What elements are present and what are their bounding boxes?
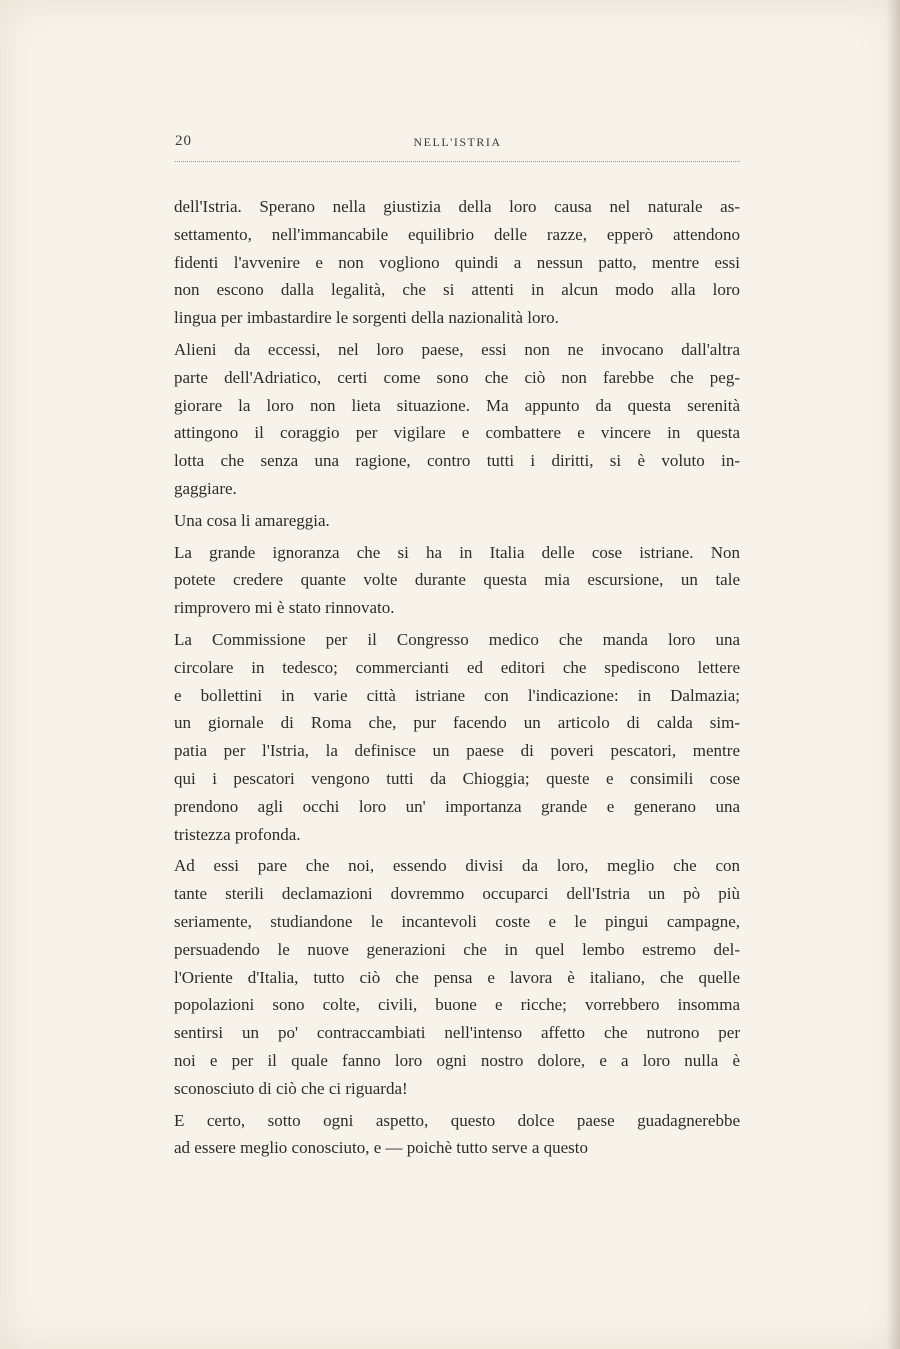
text-line: lotta che senza una ragione, contro tutti i diritti, si è voluto in- <box>174 451 740 471</box>
text-line: dell'Istria. Sperano nella giustizia della loro causa nel naturale as- <box>174 197 740 216</box>
text-line: ad essere meglio conosciuto, e — poichè tutto serve a questo <box>174 1138 589 1158</box>
text-line: patia per l'Istria, la definisce un paese di poveri pescatori, mentre <box>174 741 740 761</box>
paragraph <box>174 852 740 1102</box>
header-rule <box>175 161 740 162</box>
text-line: gaggiare. <box>174 478 237 498</box>
paragraph <box>174 193 740 332</box>
paragraph <box>174 539 740 622</box>
text-line: circolare in tedesco; commercianti ed editori che spediscono lettere <box>174 657 740 677</box>
text-line: parte dell'Adriatico, certi come sono che ciò non farebbe che peg- <box>174 367 740 387</box>
text-line: lingua per imbastardire le sorgenti della nazionalità loro. <box>174 308 559 328</box>
text-line: fidenti l'avvenire e non vogliono quindi a nessun patto, mentre essi <box>174 252 740 272</box>
text-line: potete credere quante volte durante questa mia escursione, un tale <box>174 570 740 590</box>
text-line: persuadendo le nuove generazioni che in quel lembo estremo del- <box>174 939 740 959</box>
text-line: sconosciuto di ciò che ci riguarda! <box>174 1078 408 1098</box>
paragraph <box>174 336 740 503</box>
paragraph <box>174 626 740 848</box>
running-head: NELL'ISTRIA <box>413 135 502 149</box>
text-line: E certo, sotto ogni aspetto, questo dolce paese guadagnerebbe <box>174 1110 740 1130</box>
text-line: Una cosa li amareggia. <box>174 510 330 530</box>
text-line: attingono il coraggio per vigilare e combattere e vincere in questa <box>174 423 740 443</box>
text-line: qui i pescatori vengono tutti da Chioggia; queste e consimili cose <box>174 768 740 788</box>
text-line: prendono agli occhi loro un' importanza grande e generano una <box>174 796 740 816</box>
text-line: popolazioni sono colte, civili, buone e ricche; vorrebbero insomma <box>174 995 740 1015</box>
text-line: settamento, nell'immancabile equilibrio delle razze, epperò attendono <box>174 224 740 244</box>
paragraph <box>174 1107 740 1163</box>
text-line: La Commissione per il Congresso medico che manda loro una <box>174 629 740 649</box>
text-line: seriamente, studiandone le incantevoli coste e le pingui campagne, <box>174 911 740 931</box>
text-line: e bollettini in varie città istriane con l'indicazione: in Dalmazia; <box>174 685 740 705</box>
page-edge-shadow <box>886 0 900 1349</box>
text-line: l'Oriente d'Italia, tutto ciò che pensa e lavora è italiano, che quelle <box>174 967 740 987</box>
paragraph <box>174 507 740 535</box>
text-line: noi e per il quale fanno loro ogni nostro dolore, e a loro nulla è <box>174 1050 740 1070</box>
text-line: Alieni da eccessi, nel loro paese, essi non ne invocano dall'altra <box>174 339 740 359</box>
page-header <box>175 133 740 157</box>
text-line: un giornale di Roma che, pur facendo un articolo di calda sim- <box>174 713 740 733</box>
text-line: rimprovero mi è stato rinnovato. <box>174 598 395 618</box>
text-line: La grande ignoranza che si ha in Italia delle cose istriane. Non <box>174 542 740 562</box>
text-line: tristezza profonda. <box>174 824 301 844</box>
text-line: Ad essi pare che noi, essendo divisi da loro, meglio che con <box>174 856 740 876</box>
page-number: 20 <box>175 133 192 149</box>
text-line: tante sterili declamazioni dovremmo occuparci dell'Istria un pò più <box>174 884 740 904</box>
text-line: giorare la loro non lieta situazione. Ma appunto da questa serenità <box>174 395 740 415</box>
text-line: sentirsi un po' contraccambiati nell'intenso affetto che nutrono per <box>174 1023 740 1043</box>
body-text <box>174 193 740 1166</box>
text-line: non escono dalla legalità, che si attenti in alcun modo alla loro <box>174 280 740 300</box>
